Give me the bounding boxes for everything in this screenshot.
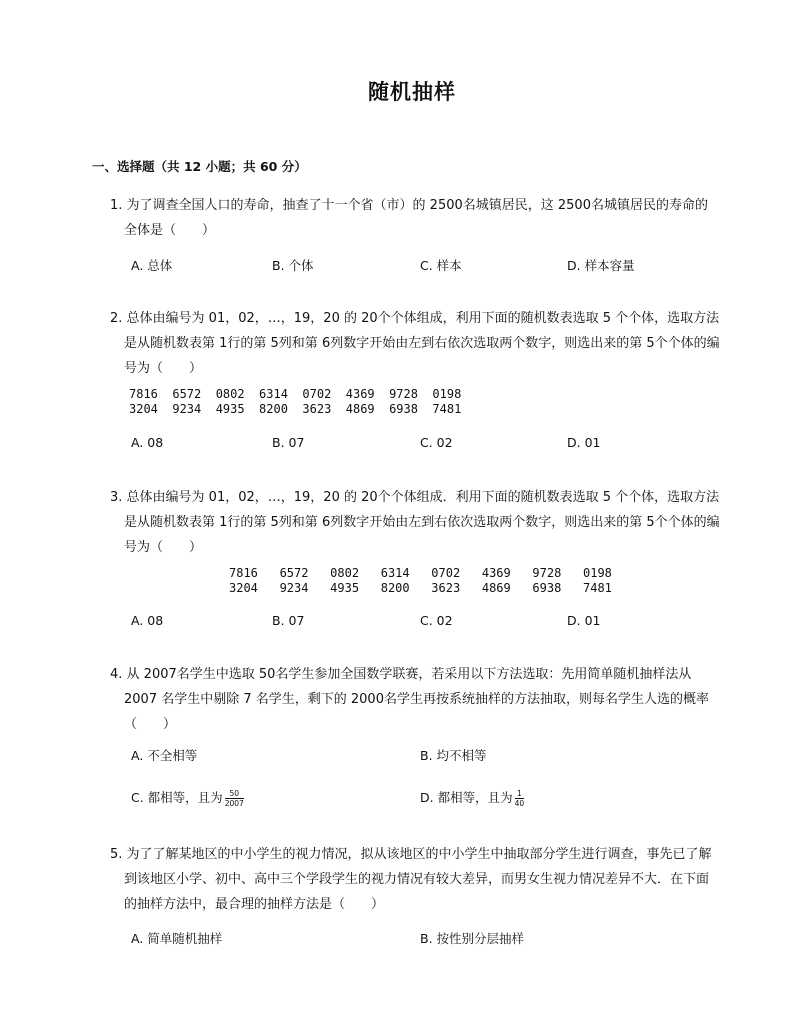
q2-option-b: B. 07 <box>272 435 305 450</box>
q4-option-b: B. 均不相等 <box>420 748 487 763</box>
q4-option-d-fraction <box>515 789 525 808</box>
question-4-text: 4. 从 2007名学生中选取 50名学生参加全国数学联赛，若采用以下方法选取：先用简单随机抽样法从 2007 名学生中剔除 7 名学生，剩下的 2000名学生再按系统抽样的方法抽取，则每名学生人选的概率（ ） <box>110 667 709 732</box>
question-5-text: 5. 为了了解某地区的中小学生的视力情况，拟从该地区的中小学生中抽取部分学生进行调查，事先已了解到该地区小学、初中、高中三个学段学生的视力情况有较大差异，而男女生视力情况差异不大．在下面的抽样方法中，最合理的抽样方法是（ ） <box>110 847 712 912</box>
q3-option-d: D. 01 <box>567 613 601 628</box>
q4-option-a: A. 不全相等 <box>131 748 198 763</box>
q2-random-table-row-1: 7816 6572 0802 6314 0702 4369 9728 0198 <box>129 387 462 401</box>
q4-option-c-fraction <box>225 789 244 808</box>
fraction-denominator: 40 <box>514 799 525 808</box>
q2-option-c: C. 02 <box>420 435 453 450</box>
question-3-text: 3. 总体由编号为 01，02，…，19，20 的 20个个体组成．利用下面的随机数表选取 5 个个体，选取方法是从随机数表第 1行的第 5列和第 6列数字开始由左到右依次选取两个数字，则选出来的第 5个个体的编号为（ ） <box>110 490 720 555</box>
q3-option-b: B. 07 <box>272 613 305 628</box>
fraction-numerator: 50 <box>225 789 244 799</box>
q3-random-table-row-1: 7816 6572 0802 6314 0702 4369 9728 0198 <box>229 566 612 580</box>
q4-option-c-label: C. 都相等，且为 <box>131 790 223 805</box>
section-heading: 一、选择题（共 12 小题；共 60 分） <box>92 159 307 174</box>
q1-option-b: B. 个体 <box>272 258 314 273</box>
q3-random-table-row-2: 3204 9234 4935 8200 3623 4869 6938 7481 <box>229 581 612 595</box>
q4-option-c <box>131 788 244 808</box>
q2-random-table-row-2: 3204 9234 4935 8200 3623 4869 6938 7481 <box>129 402 462 416</box>
q3-option-c: C. 02 <box>420 613 453 628</box>
q2-option-a: A. 08 <box>131 435 164 450</box>
q5-option-a: A. 简单随机抽样 <box>131 931 223 946</box>
q1-option-a: A. 总体 <box>131 258 173 273</box>
fraction-denominator: 2007 <box>224 799 244 808</box>
fraction-numerator: 1 <box>515 789 525 799</box>
page-title: 随机抽样 <box>368 80 456 104</box>
q3-option-a: A. 08 <box>131 613 164 628</box>
q2-option-d: D. 01 <box>567 435 601 450</box>
q4-option-d <box>420 788 524 808</box>
q1-option-d: D. 样本容量 <box>567 258 635 273</box>
q5-option-b: B. 按性别分层抽样 <box>420 931 525 946</box>
q1-option-c: C. 样本 <box>420 258 462 273</box>
q4-option-d-label: D. 都相等，且为 <box>420 790 513 805</box>
question-2-text: 2. 总体由编号为 01，02，…，19，20 的 20个个体组成，利用下面的随机数表选取 5 个个体，选取方法是从随机数表第 1行的第 5列和第 6列数字开始由左到右依次选取两个数字，则选出来的第 5个个体的编号为（ ） <box>110 311 720 376</box>
question-1-text: 1. 为了调查全国人口的寿命，抽查了十一个省（市）的 2500名城镇居民，这 2500名城镇居民的寿命的全体是（ ） <box>110 198 708 238</box>
